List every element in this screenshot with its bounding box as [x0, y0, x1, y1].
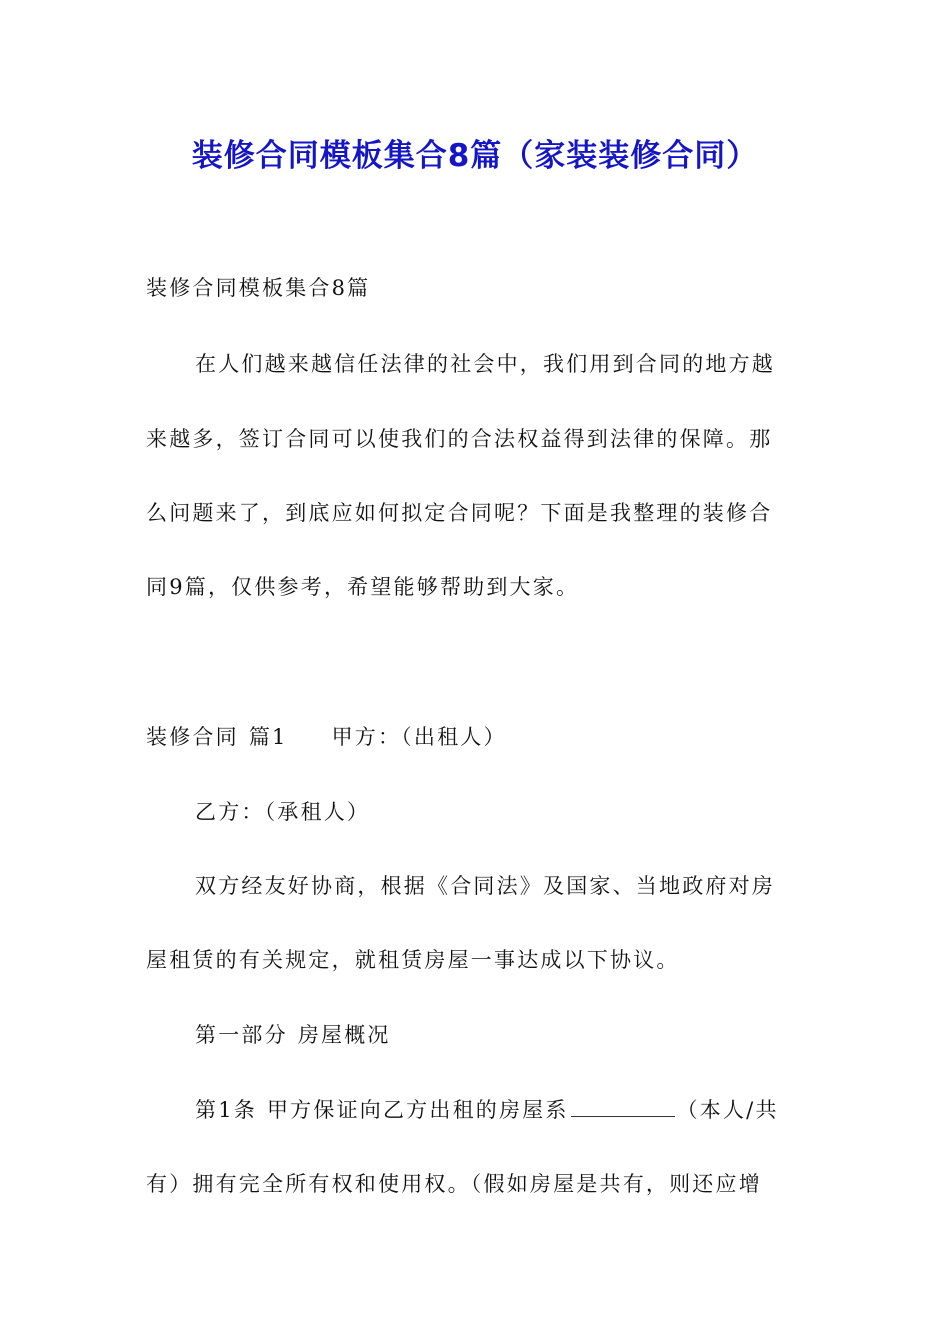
part-number: 第一部分: [195, 1023, 288, 1047]
agreement-line-2: 屋租赁的有关规定，就租赁房屋一事达成以下协议。: [146, 948, 680, 972]
article-1-line-1: [195, 1094, 875, 1124]
fill-in-blank: [571, 1098, 675, 1117]
party-a: 甲方：（出租人）: [331, 725, 507, 749]
article-number: 第1条: [195, 1098, 257, 1122]
section-heading-number: 篇1: [248, 725, 288, 749]
intro-line-3: 么问题来了，到底应如何拟定合同呢？下面是我整理的装修合: [146, 501, 773, 525]
section-heading: [146, 721, 826, 751]
party-b: 乙方：（承租人）: [195, 800, 371, 824]
section-heading-label: 装修合同: [146, 725, 239, 749]
document-title: 装修合同模板集合8篇（家装装修合同）: [191, 138, 759, 174]
agreement-line-1: 双方经友好协商，根据《合同法》及国家、当地政府对房: [195, 874, 775, 898]
part-title: 房屋概况: [297, 1023, 391, 1047]
intro-line-4: 同9篇，仅供参考，希望能够帮助到大家。: [146, 575, 580, 599]
intro-line-2: 来越多，签订合同可以使我们的合法权益得到法律的保障。那: [146, 427, 773, 451]
intro-line-1: 在人们越来越信任法律的社会中，我们用到合同的地方越: [195, 352, 775, 376]
subtitle: 装修合同模板集合8篇: [146, 276, 371, 300]
article-text: 甲方保证向乙方出租的房屋系: [266, 1098, 569, 1122]
part-heading: [195, 1019, 875, 1049]
article-1-line-2: 有）拥有完全所有权和使用权。（假如房屋是共有，则还应增: [146, 1172, 762, 1196]
article-text-tail: （本人/共: [676, 1098, 779, 1122]
